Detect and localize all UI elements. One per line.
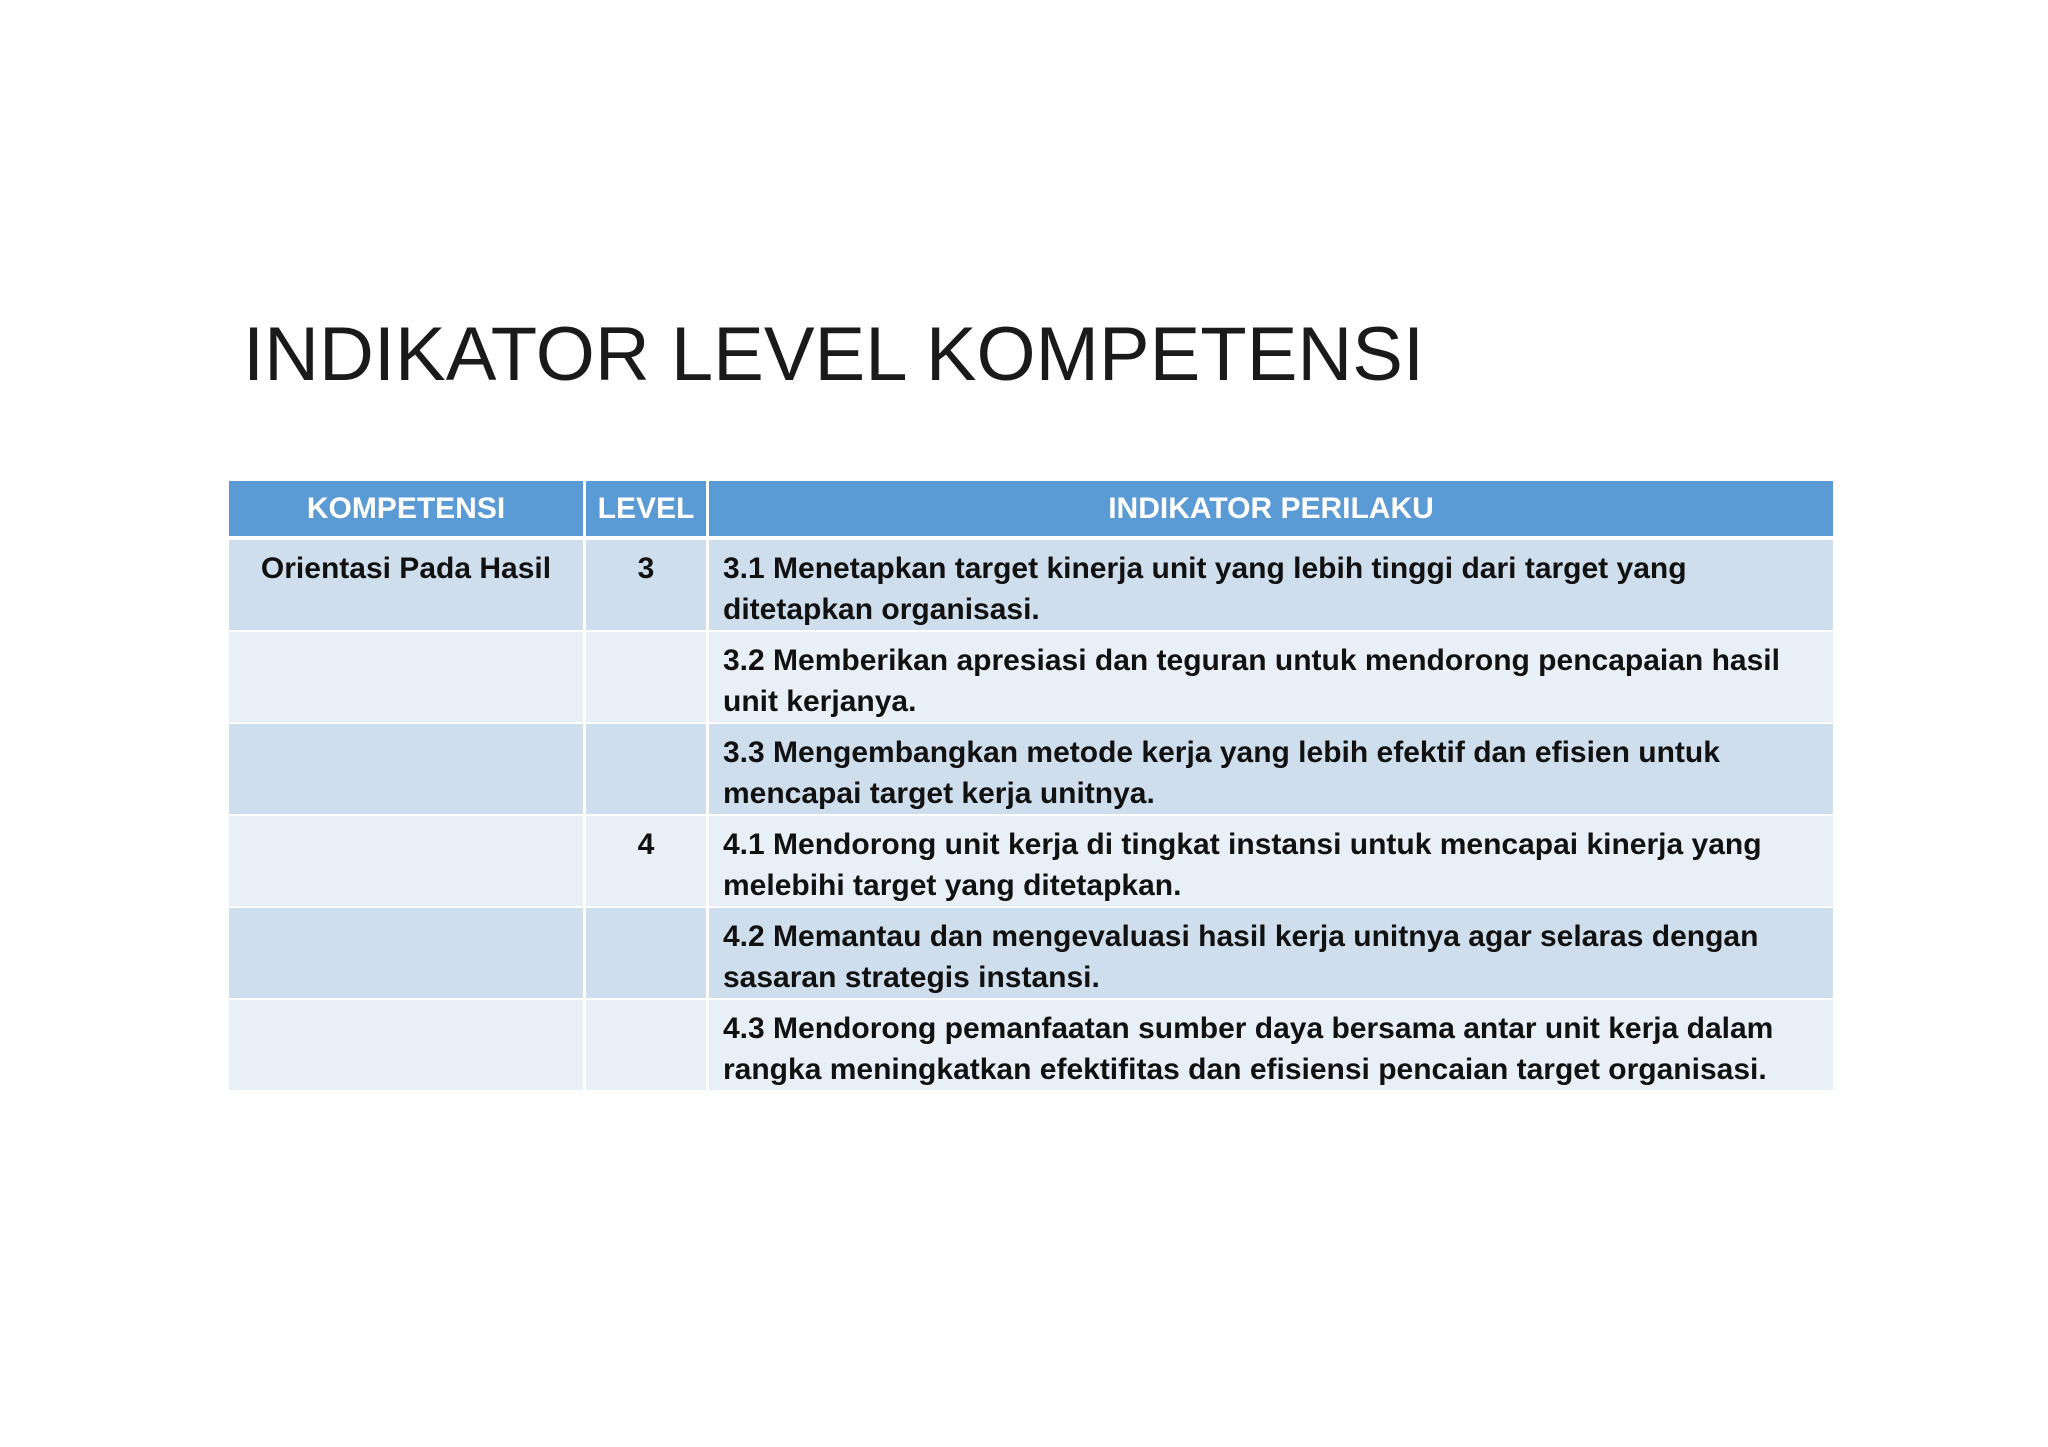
cell-indikator: 4.1 Mendorong unit kerja di tingkat instansi untuk mencapai kinerja yang melebihi target yang ditetapkan. [709, 816, 1833, 908]
cell-indikator: 3.2 Memberikan apresiasi dan teguran untuk mendorong pencapaian hasil unit kerjanya. [709, 632, 1833, 724]
cell-kompetensi [229, 816, 586, 908]
header-kompetensi: KOMPETENSI [229, 481, 586, 540]
competency-table-container [229, 481, 1833, 1092]
cell-kompetensi: Orientasi Pada Hasil [229, 540, 586, 632]
header-indikator: INDIKATOR PERILAKU [709, 481, 1833, 540]
cell-indikator: 4.3 Mendorong pemanfaatan sumber daya bersama antar unit kerja dalam rangka meningkatkan efektifitas dan efisiensi pencaian target organisasi. [709, 1000, 1833, 1092]
cell-level [586, 724, 709, 816]
cell-level [586, 632, 709, 724]
cell-level [586, 908, 709, 1000]
table-row [229, 724, 1833, 816]
table-row [229, 1000, 1833, 1092]
table-row [229, 632, 1833, 724]
table-row [229, 908, 1833, 1000]
cell-kompetensi [229, 908, 586, 1000]
table-header-row [229, 481, 1833, 540]
table-row [229, 540, 1833, 632]
cell-level [586, 1000, 709, 1092]
table-row [229, 816, 1833, 908]
page-title: INDIKATOR LEVEL KOMPETENSI [243, 312, 1425, 397]
competency-table [229, 481, 1833, 1092]
cell-kompetensi [229, 724, 586, 816]
cell-indikator: 4.2 Memantau dan mengevaluasi hasil kerja unitnya agar selaras dengan sasaran strategis instansi. [709, 908, 1833, 1000]
cell-kompetensi [229, 632, 586, 724]
cell-level: 3 [586, 540, 709, 632]
cell-indikator: 3.3 Mengembangkan metode kerja yang lebih efektif dan efisien untuk mencapai target kerja unitnya. [709, 724, 1833, 816]
cell-kompetensi [229, 1000, 586, 1092]
cell-level: 4 [586, 816, 709, 908]
cell-indikator: 3.1 Menetapkan target kinerja unit yang lebih tinggi dari target yang ditetapkan organisasi. [709, 540, 1833, 632]
header-level: LEVEL [586, 481, 709, 540]
